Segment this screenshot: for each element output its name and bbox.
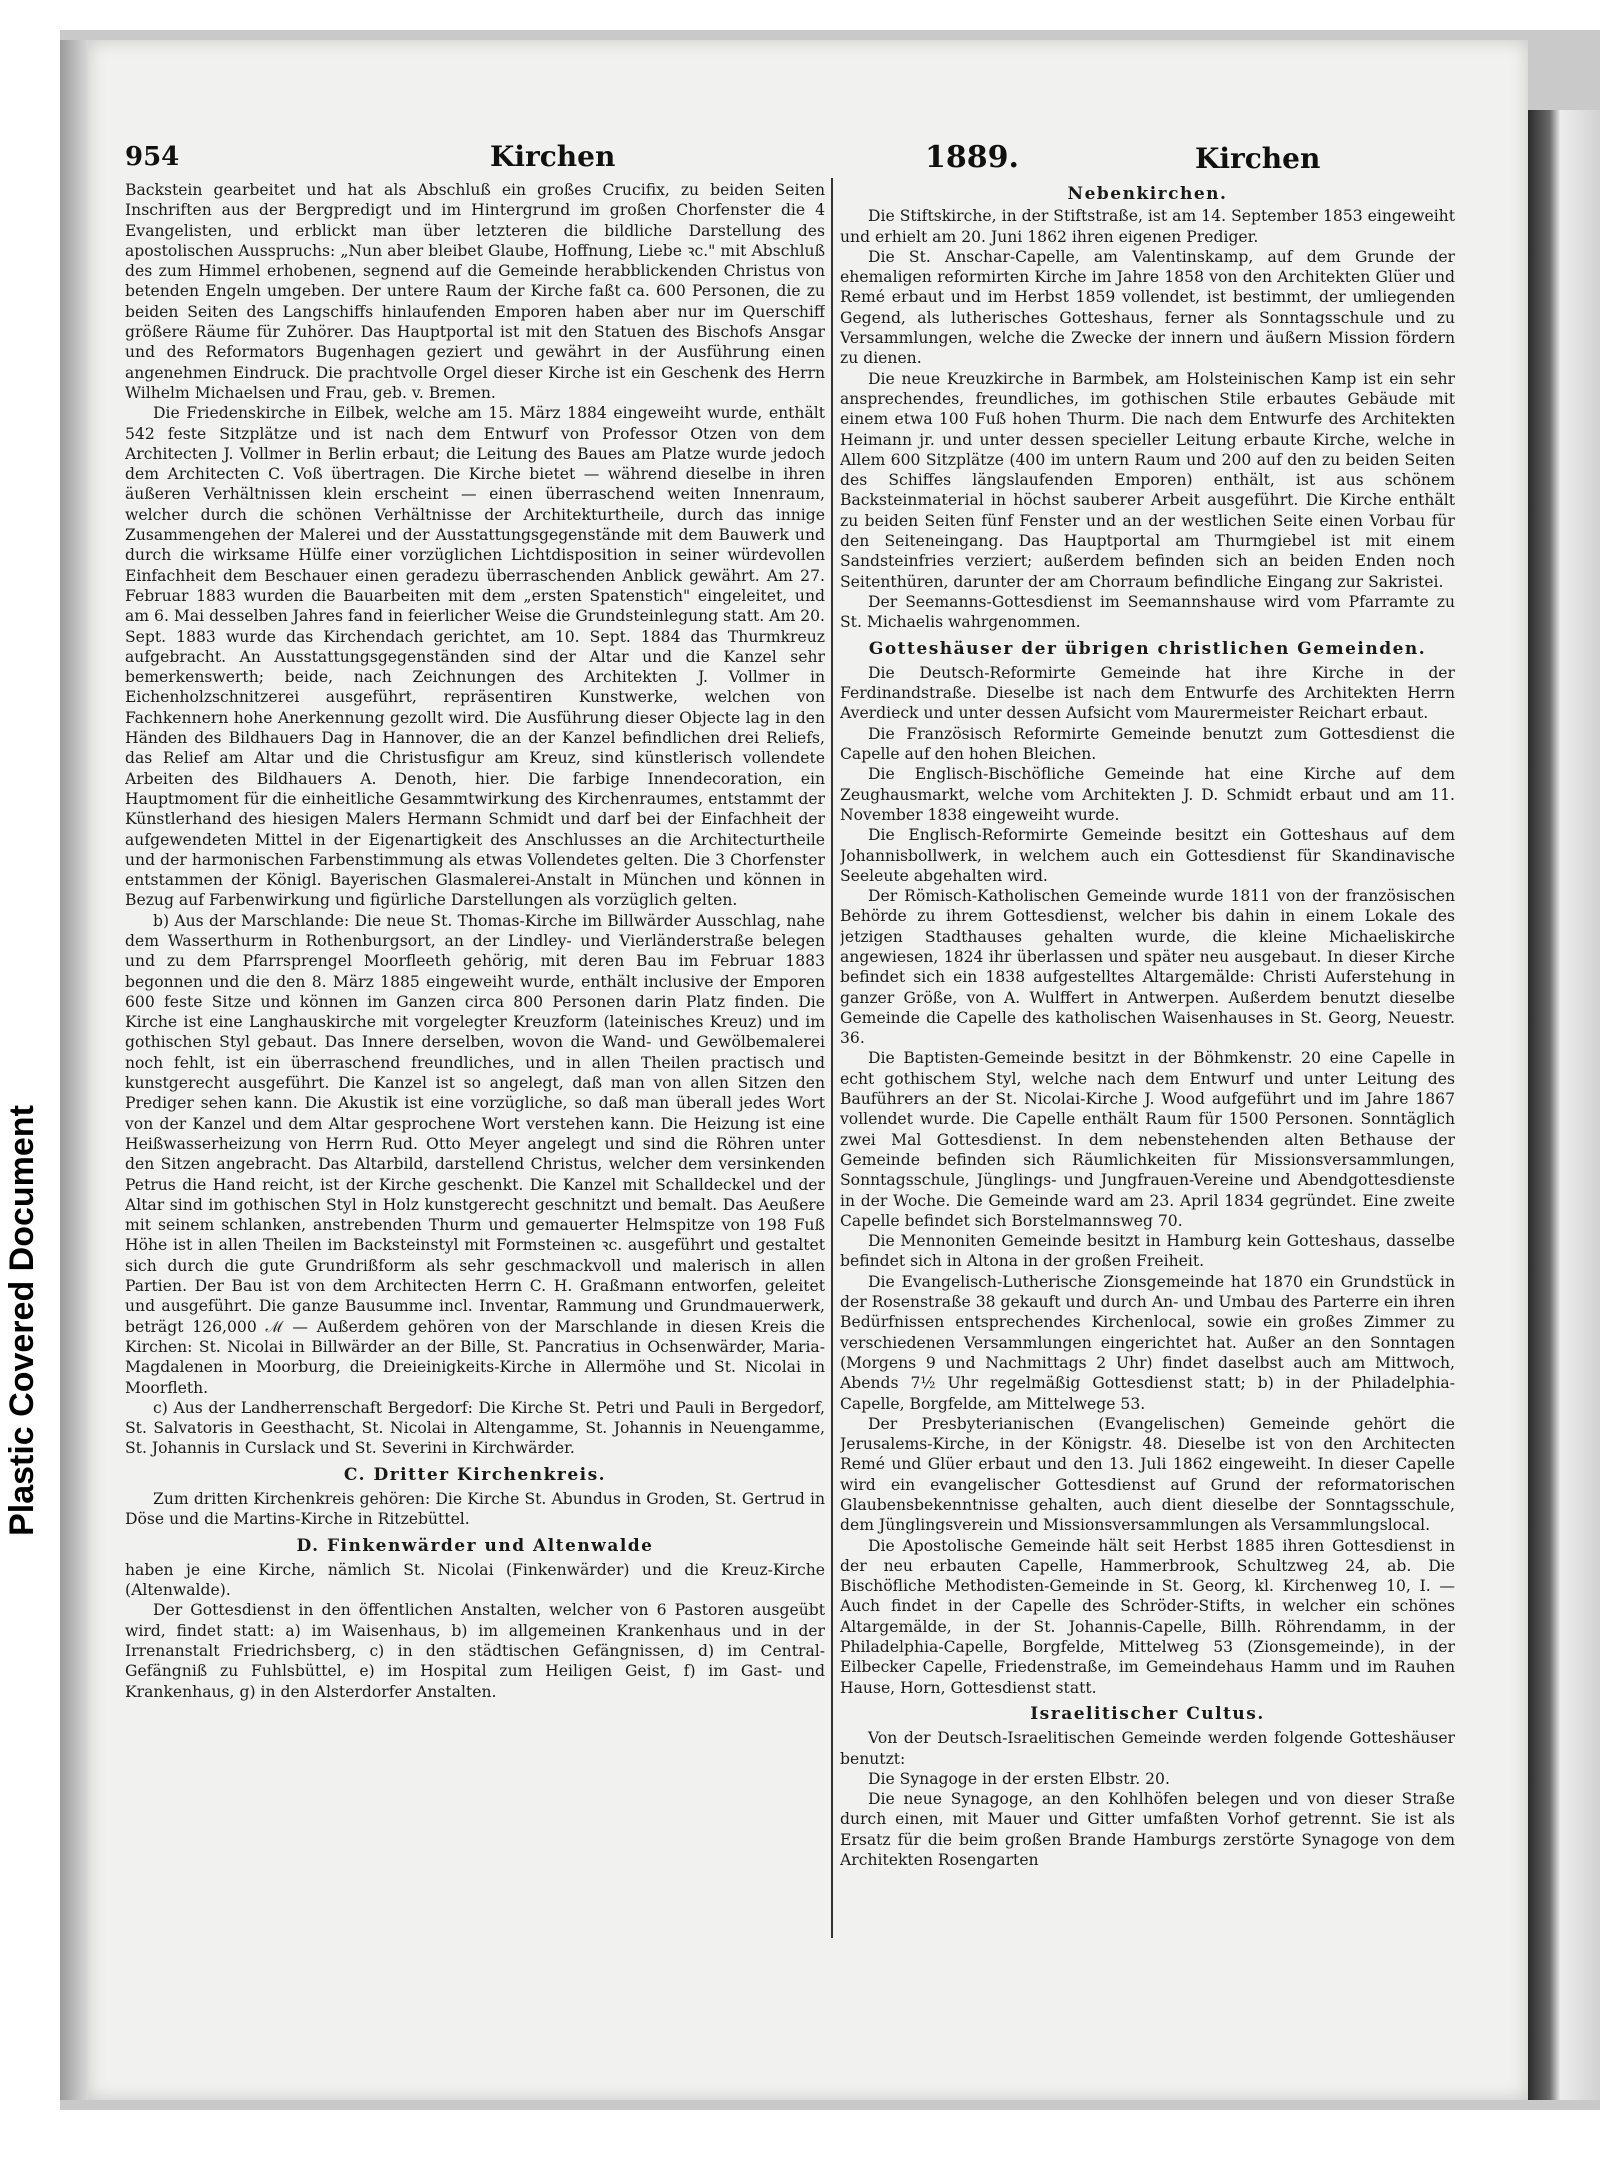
left-column <box>125 180 825 1950</box>
page-header <box>125 138 1450 178</box>
right-column <box>840 180 1455 1960</box>
paragraph: Die Baptisten-Gemeinde besitzt in der Böhmkenstr. 20 eine Capelle in echt gothischem Styl, welche nach dem Entwurf und unter Leitung des Bauführers an der St. Nicolai-Kirche J. Wood aufgeführt und im Jahre 1867 vollendet wurde. Die Capelle enthält Raum für 1500 Personen. Sonntäglich zwei Mal Gottesdienst. In dem nebenstehenden alten Bethause der Gemeinde befinden sich Räumlichkeiten für Missionsversammlungen, Sonntagsschule, Jünglings- und Jungfrauen-Vereine und Abendgottesdienste in der Woche. Die Gemeinde ward am 23. April 1834 gegründet. Eine zweite Capelle befindet sich Borstelmannsweg 70. <box>840 1049 1455 1230</box>
paragraph: Der Römisch-Katholischen Gemeinde wurde 1811 von der französischen Behörde zu ihrem Gottesdienst, welcher bis dahin in einem Lokale des jetzigen Stadthauses gehalten wurde, die kleine Michaeliskirche angewiesen, 1824 ihr überlassen und später neu ausgebaut. In dieser Kirche befindet sich ein 1838 aufgestelltes Altargemälde: Christi Auferstehung in ganzer Größe, von A. Wulffert in Antwerpen. Außerdem benutzt dieselbe Gemeinde die Capelle des katholischen Waisenhauses in St. Georg, Neuestr. 36. <box>840 887 1455 1048</box>
side-label <box>0 1040 44 1600</box>
page-left-edge <box>60 40 88 2100</box>
paragraph: b) Aus der Marschlande: Die neue St. Thomas-Kirche im Billwärder Ausschlag, nahe dem Wasserthurm in Rothenburgsort, an der Lindley- und Vierländerstraße belegen und zu dem Pfarrsprengel Moorfleeth gehörig, mit deren Bau im Februar 1883 begonnen und die den 8. März 1885 eingeweiht wurde, enthält inclusive der Emporen 600 feste Sitze und können im Ganzen circa 800 Personen darin Platz finden. Die Kirche ist eine Langhauskirche mit vorgelegter Kreuzform (lateinisches Kreuz) und im gothischen Styl gebaut. Das Innere derselben, wovon die Wand- und Gewölbemalerei noch fehlt, ist ein überraschend freundliches, und in allen Theilen practisch und kunstgerecht ausgeführt. Die Kanzel ist so angelegt, daß man von allen Sitzen den Prediger sehen kann. Die Akustik ist eine vorzügliche, so daß man überall jedes Wort von der Kanzel und dem Altar gesprochene Wort verstehen kann. Die Heizung ist eine Heißwasserheizung von Herrn Rud. Otto Meyer angelegt und sind die Röhren unter den Sitzen angebracht. Das Altarbild, darstellend Christus, welcher dem versinkenden Petrus die Hand reicht, ist der Kirche geschenkt. Die Kanzel mit Schalldeckel und der Altar sind im gothischen Styl in Holz kunstgerecht geschnitzt und bemalt. Das Aeußere mit seinem schlanken, anstrebenden Thurm und gemauerter Helmspitze von 198 Fuß Höhe ist in allen Theilen im Backsteinstyl mit Formsteinen ꝛc. ausgeführt und gestaltet sich durch die gute Grundrißform als sehr geschmackvoll und malerisch in allen Partien. Der Bau ist von dem Architecten Herrn C. H. Graßmann entworfen, geleitet und ausgeführt. Die ganze Bausumme incl. Inventar, Rammung und Grundmauerwerk, beträgt 126,000 ℳ — Außerdem gehören von der Marschlande in diesen Kreis die Kirchen: St. Nicolai in Billwärder an der Bille, St. Pancratius in Ochsenwärder, Maria-Magdalenen in Moorburg, die Dreieinigkeits-Kirche in Allermöhe und St. Nicolai in Moorfleth. <box>125 911 825 1397</box>
page-number: 954 <box>125 142 180 172</box>
section-heading: Gotteshäuser der übrigen christlichen Gemeinden. <box>868 638 1427 659</box>
side-label-text: Plastic Covered Document <box>2 1104 41 1536</box>
paragraph: Die Synagoge in der ersten Elbstr. 20. <box>868 1769 1170 1788</box>
paragraph: Die Deutsch-Reformirte Gemeinde hat ihre Kirche in der Ferdinandstraße. Dieselbe ist nach dem Entwurfe des Architekten Herrn Averdieck und unter dessen Aufsicht vom Maurermeister Reichart erbaut. <box>840 663 1455 723</box>
right-running-title: Kirchen <box>1195 142 1321 175</box>
year-heading: 1889. <box>925 140 1019 175</box>
section-heading: D. Finkenwärder und Altenwalde <box>296 1535 654 1556</box>
paragraph: c) Aus der Landherrenschaft Bergedorf: Die Kirche St. Petri und Pauli in Bergedorf, St. Salvatoris in Geesthacht, St. Nicolai in Altengamme, St. Johannis in Neuengamme, St. Johannis in Curslack und St. Severini in Kirchwärder. <box>125 1398 825 1458</box>
section-heading: Israelitischer Cultus. <box>1030 1703 1265 1724</box>
paragraph: Der Presbyterianischen (Evangelischen) Gemeinde gehört die Jerusalems-Kirche, in der Königstr. 48. Dieselbe ist von den Architecten Remé und Glüer erbaut und den 13. Juli 1862 eingeweiht. In dieser Capelle wird ein evangelischer Gottesdienst auf Grund der reformatorischen Glaubensbekenntnisse gehalten, auch dient dieselbe der Sonntagsschule, dem Jünglingsverein und Missionsversammlungen als Versammlungslocal. <box>840 1414 1455 1535</box>
paragraph: Backstein gearbeitet und hat als Abschluß ein großes Crucifix, zu beiden Seiten Inschriften aus der Bergpredigt und im Hintergrund im großen Chorfenster die 4 Evangelisten, und erblickt man über letzteren die bildliche Darstellung des apostolischen Ausspruchs: „Nun aber bleibet Glaube, Hoffnung, Liebe ꝛc." mit Abschluß des zum Himmel erhobenen, segnend auf die Gemeinde herabblickenden Christus von betenden Engeln umgeben. Der untere Raum der Kirche faßt ca. 600 Personen, die zu beiden Seiten des Langschiffs hinlaufenden Emporen haben aber nur im Querschiff größere Räume für Zuhörer. Das Hauptportal ist mit den Statuen des Bischofs Ansgar und des Reformators Bugenhagen geziert und gewährt in der Ausführung einen angenehmen Eindruck. Die prachtvolle Orgel dieser Kirche ist ein Geschenk des Herrn Wilhelm Michaelsen und Frau, geb. v. Bremen. <box>125 181 825 402</box>
paragraph: Die Englisch-Bischöfliche Gemeinde hat eine Kirche auf dem Zeughausmarkt, welche vom Architekten J. D. Schmidt erbaut und am 11. November 1838 eingeweiht wurde. <box>840 765 1455 824</box>
column-divider <box>831 178 833 1938</box>
paragraph: haben je eine Kirche, nämlich St. Nicolai (Finkenwärder) und die Kreuz-Kirche (Altenwalde). <box>125 1560 825 1600</box>
paragraph: Die Englisch-Reformirte Gemeinde besitzt ein Gotteshaus auf dem Johannisbollwerk, in welchem auch ein Gottesdienst für Skandinavische Seeleute abgehalten wird. <box>840 826 1455 885</box>
paragraph: Die Französisch Reformirte Gemeinde benutzt zum Gottesdienst die Capelle auf den hohen Bleichen. <box>840 724 1455 764</box>
section-heading: C. Dritter Kirchenkreis. <box>343 1464 607 1485</box>
paragraph: Die St. Anschar-Capelle, am Valentinskamp, auf dem Grunde der ehemaligen reformirten Kirche im Jahre 1858 von den Architekten Glüer und Remé erbaut und im Herbst 1859 vollendet, ist bestimmt, der umliegenden Gegend, als lutherisches Gotteshaus, ferner als Sonntagsschule und zu Versammlungen, welche die Zwecke der innern und äußern Mission fördern zu dienen. <box>840 247 1455 368</box>
paragraph: Zum dritten Kirchenkreis gehören: Die Kirche St. Abundus in Groden, St. Gertrud in Döse und die Martins-Kirche in Ritzebüttel. <box>125 1490 825 1529</box>
paragraph: Der Seemanns-Gottesdienst im Seemannshause wird vom Pfarramte zu St. Michaelis wahrgenommen. <box>840 592 1455 632</box>
paragraph: Die neue Synagoge, an den Kohlhöfen belegen und von dieser Straße durch einen, mit Mauer und Gitter umfaßten Vorhof getrennt. Sie ist als Ersatz für die beim großen Brande Hamburgs zerstörte Synagoge von dem Architekten Rosengarten <box>840 1790 1455 1870</box>
paragraph: Die Mennoniten Gemeinde besitzt in Hamburg kein Gotteshaus, dasselbe befindet sich in Altona in der großen Freiheit. <box>840 1232 1455 1271</box>
left-running-title: Kirchen <box>490 140 616 173</box>
paragraph: Von der Deutsch-Israelitischen Gemeinde werden folgende Gotteshäuser benutzt: <box>840 1729 1455 1768</box>
section-heading: Nebenkirchen. <box>1067 184 1228 204</box>
paragraph: Die Apostolische Gemeinde hält seit Herbst 1885 ihren Gottesdienst in der neu erbauten Capelle, Hammerbrook, Schultzweg 24, ab. Die Bischöfliche Methodisten-Gemeinde in St. Georg, kl. Kirchenweg 10, I. — Auch findet in der Capelle des Schröder-Stifts, in welcher ein schönes Altargemälde, in der St. Johannis-Capelle, Billh. Röhrendamm, in der Philadelphia-Capelle, Borgfelde, Mittelweg 53 (Zionsgemeinde), in der Eilbecker Capelle, Friedenstraße, im Gemeindehaus Hamm und im Rauhen Hause, Horn, Gottesdienst statt. <box>840 1536 1455 1697</box>
next-page-edge <box>1528 110 1600 2100</box>
paragraph: Die neue Kreuzkirche in Barmbek, am Holsteinischen Kamp ist ein sehr ansprechendes, freundliches, im gothischen Stile erbautes Gebäude mit einem etwa 100 Fuß hohen Thurm. Die nach dem Entwurfe des Architekten Heimann jr. und unter dessen specieller Leitung erbaute Kirche, welche in Allem 600 Sitzplätze (400 im untern Raum und 200 auf den zu beiden Seiten des Schiffes längslaufenden Emporen) enthält, ist aus schönem Backsteinmaterial in höchst sauberer Arbeit ausgeführt. Die Kirche enthält zu beiden Seiten fünf Fenster und an der westlichen Seite einen Vorbau für den Seiteneingang. Das Hauptportal am Thurmgiebel ist mit einem Sandsteinfries verziert; außerdem befinden sich an beiden Enden noch Seitenthüren, darunter der am Chorraum befindliche Eingang zur Sakristei. <box>840 369 1455 591</box>
paragraph: Die Friedenskirche in Eilbek, welche am 15. März 1884 eingeweiht wurde, enthält 542 feste Sitzplätze und ist nach dem Entwurf von Professor Otzen von dem Architecten J. Vollmer in Berlin erbaut; die Leitung des Baues am Platze wurde jedoch dem Architecten C. Voß übertragen. Die Kirche bietet — während dieselbe in ihren äußeren Verhältnissen klein erscheint — einen überraschend weiten Innenraum, welcher durch die schönen Verhältnisse der Architekturtheile, durch das innige Zusammengehen der Malerei und der Ausstattungsgegenstände mit dem Bauwerk und durch die wirksame Hülfe einer vorzüglichen Lichtdisposition in seiner würdevollen Einfachheit dem Beschauer einen geradezu überraschenden Anblick gewährt. Am 27. Februar 1883 wurden die Bauarbeiten mit dem „ersten Spatenstich" eingeleitet, und am 6. Mai desselben Jahres fand in feierlicher Weise die Grundsteinlegung statt. Am 20. Sept. 1883 wurde das Kirchendach gerichtet, am 10. Sept. 1884 das Thurmkreuz aufgebracht. An Ausstattungsgegenständen sind der Altar und die Kanzel sehr bemerkenswerth; beide, nach Zeichnungen des Architekten J. Vollmer in Eichenholzschnitzerei ausgeführt, repräsentiren Kunstwerke, welchen von Fachkennern hohe Anerkennung gezollt wird. Die Ausführung dieser Objecte lag in den Händen des Bildhauers Dag in Hannover, die an der Kanzel befindlichen drei Reliefs, das Relief am Altar und die Christusfigur am Kreuz, sind künstlerisch vollendete Arbeiten des Bildhauers A. Denoth, hier. Die farbige Innendecoration, ein Hauptmoment für die einheitliche Gesammtwirkung des Kirchenraumes, entstammt der Künstlerhand des hiesigen Malers Hermann Schmidt und darf bei der Einfachheit der aufgewendeten Mittel in der Eigenartigkeit des Anschlusses an die Architecturtheile und der harmonischen Farbenstimmung als etwas Vollendetes gelten. Die 3 Chorfenster entstammen der Königl. Bayerischen Glasmalerei-Anstalt in München und können in Bezug auf Farbenwirkung und figürliche Darstellungen als vorzüglich gelten. <box>125 404 825 910</box>
paragraph: Die Stiftskirche, in der Stiftstraße, ist am 14. September 1853 eingeweiht und erhielt am 20. Juni 1862 ihren eigenen Prediger. <box>840 207 1455 246</box>
paragraph: Die Evangelisch-Lutherische Zionsgemeinde hat 1870 ein Grundstück in der Rosenstraße 38 gekauft und durch An- und Umbau des Parterre ein ihren Bedürfnissen entsprechendes Kirchenlocal, sowie ein großes Zimmer zu verschiedenen Versammlungen eingerichtet hat. Außer an den Sonntagen (Morgens 9 und Nachmittags 2 Uhr) findet daselbst auch am Mittwoch, Abends 7½ Uhr regelmäßig Gottesdienst statt; b) in der Philadelphia-Capelle, Borgfelde, am Mittelwege 53. <box>840 1272 1455 1413</box>
paragraph: Der Gottesdienst in den öffentlichen Anstalten, welcher von 6 Pastoren ausgeübt wird, findet statt: a) im Waisenhaus, b) im allgemeinen Krankenhaus und in der Irrenanstalt Friedrichsberg, c) in den städtischen Gefängnissen, d) im Central-Gefängniß zu Fuhlsbüttel, e) im Hospital zum Heiligen Geist, f) im Gast- und Krankenhaus, g) in den Alsterdorfer Anstalten. <box>125 1601 825 1701</box>
